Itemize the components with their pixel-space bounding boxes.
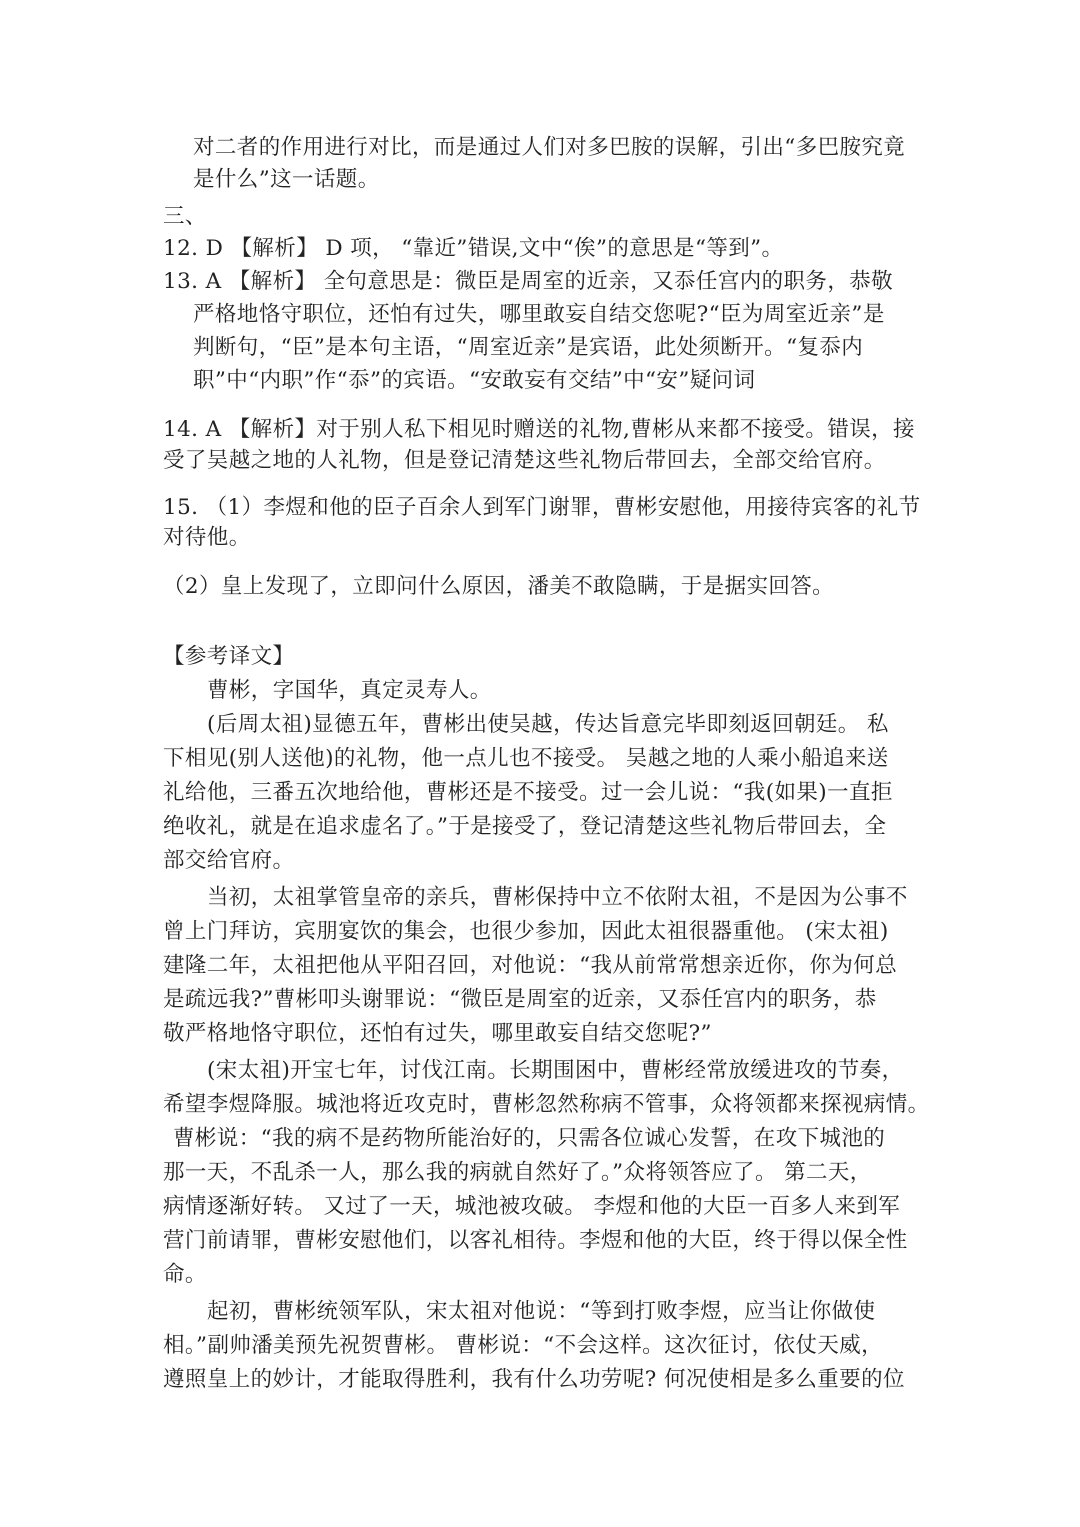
text-line: 那一天，不乱杀一人，那么我的病就自然好了。”众将领答应了。 第二天， <box>163 1160 872 1185</box>
paragraph-start: 当初，太祖掌管皇帝的亲兵，曹彬保持中立不依附太祖，不是因为公事不 <box>207 885 908 910</box>
text-line: 对二者的作用进行对比，而是通过人们对多巴胺的误解，引出“多巴胺究竟 <box>193 135 906 160</box>
text-line: 营门前请罪，曹彬安慰他们，以客礼相待。李煜和他的大臣，终于得以保全性 <box>163 1228 908 1253</box>
answer-15-part-2: （2）皇上发现了，立即问什么原因，潘美不敢隐瞒，于是据实回答。 <box>163 574 835 599</box>
text-line: 曹彬说：“我的病不是药物所能治好的，只需各位诚心发誓，在攻下城池的 <box>173 1126 886 1151</box>
text-line: 希望李煜降服。城池将近攻克时，曹彬忽然称病不管事，众将领都来探视病情。 <box>163 1092 930 1117</box>
text-line: 职”中“内职”作“忝”的宾语。“安敢妄有交结”中“安”疑问词 <box>193 368 756 393</box>
paragraph-start: (宋太祖)开宝七年，讨伐江南。长期围困中，曹彬经常放缓进攻的节奏， <box>207 1058 904 1083</box>
translation-heading: 【参考译文】 <box>163 644 295 669</box>
text-line: 病情逐渐好转。 又过了一天，城池被攻破。 李煜和他的大臣一百多人来到军 <box>163 1194 901 1219</box>
text-line: 判断句，“臣”是本句主语，“周室近亲”是宾语，此处须断开。“复忝内 <box>193 335 864 360</box>
text-line: 受了吴越之地的人礼物，但是登记清楚这些礼物后带回去，全部交给官府。 <box>163 448 886 473</box>
text-line: 曾上门拜访，宾朋宴饮的集会，也很少参加，因此太祖很器重他。 (宋太祖) <box>163 919 889 944</box>
text-line: 对待他。 <box>163 525 251 550</box>
text-line: 绝收礼，就是在追求虚名了。”于是接受了，登记清楚这些礼物后带回去，全 <box>163 814 887 839</box>
text-line: 建隆二年，太祖把他从平阳召回，对他说：“我从前常常想亲近你，你为何总 <box>163 953 898 978</box>
answer-15-part-1: 15. （1）李煜和他的臣子百余人到军门谢罪，曹彬安慰他，用接待宾客的礼节 <box>163 495 921 520</box>
text-line: 是什么”这一话题。 <box>193 167 380 192</box>
text-line: 敬严格地恪守职位，还怕有过失，哪里敢妄自结交您呢?” <box>163 1021 712 1046</box>
text-line: 严格地恪守职位，还怕有过失，哪里敢妄自结交您呢?“臣为周室近亲”是 <box>193 302 885 327</box>
section-heading: 三、 <box>163 204 207 229</box>
text-line: 命。 <box>163 1262 207 1287</box>
text-line: 下相见(别人送他)的礼物，他一点儿也不接受。 吴越之地的人乘小船追来送 <box>163 746 889 771</box>
answer-13: 13. A 【解析】 全句意思是：微臣是周室的近亲，又忝任宫内的职务，恭敬 <box>163 269 894 294</box>
text-line: 相。”副帅潘美预先祝贺曹彬。 曹彬说：“不会这样。这次征讨，依仗天威， <box>163 1333 884 1358</box>
text-line: 礼给他，三番五次地给他，曹彬还是不接受。过一会儿说：“我(如果)一直拒 <box>163 780 893 805</box>
answer-14: 14. A 【解析】对于别人私下相见时赠送的礼物,曹彬从来都不接受。错误，接 <box>163 417 915 442</box>
paragraph-start: (后周太祖)显德五年，曹彬出使吴越，传达旨意完毕即刻返回朝廷。 私 <box>207 712 889 737</box>
text-line: 部交给官府。 <box>163 848 295 873</box>
text-line: 是疏远我?”曹彬叩头谢罪说：“微臣是周室的近亲，又忝任宫内的职务，恭 <box>163 987 877 1012</box>
paragraph-start: 起初，曹彬统领军队，宋太祖对他说：“等到打败李煜，应当让你做使 <box>207 1299 876 1324</box>
paragraph-start: 曹彬，字国华，真定灵寿人。 <box>207 678 492 703</box>
answer-12: 12. D 【解析】 D 项， “靠近”错误,文中“俟”的意思是“等到”。 <box>163 236 784 261</box>
text-line: 遵照皇上的妙计，才能取得胜利，我有什么功劳呢? 何况使相是多么重要的位 <box>163 1367 905 1392</box>
